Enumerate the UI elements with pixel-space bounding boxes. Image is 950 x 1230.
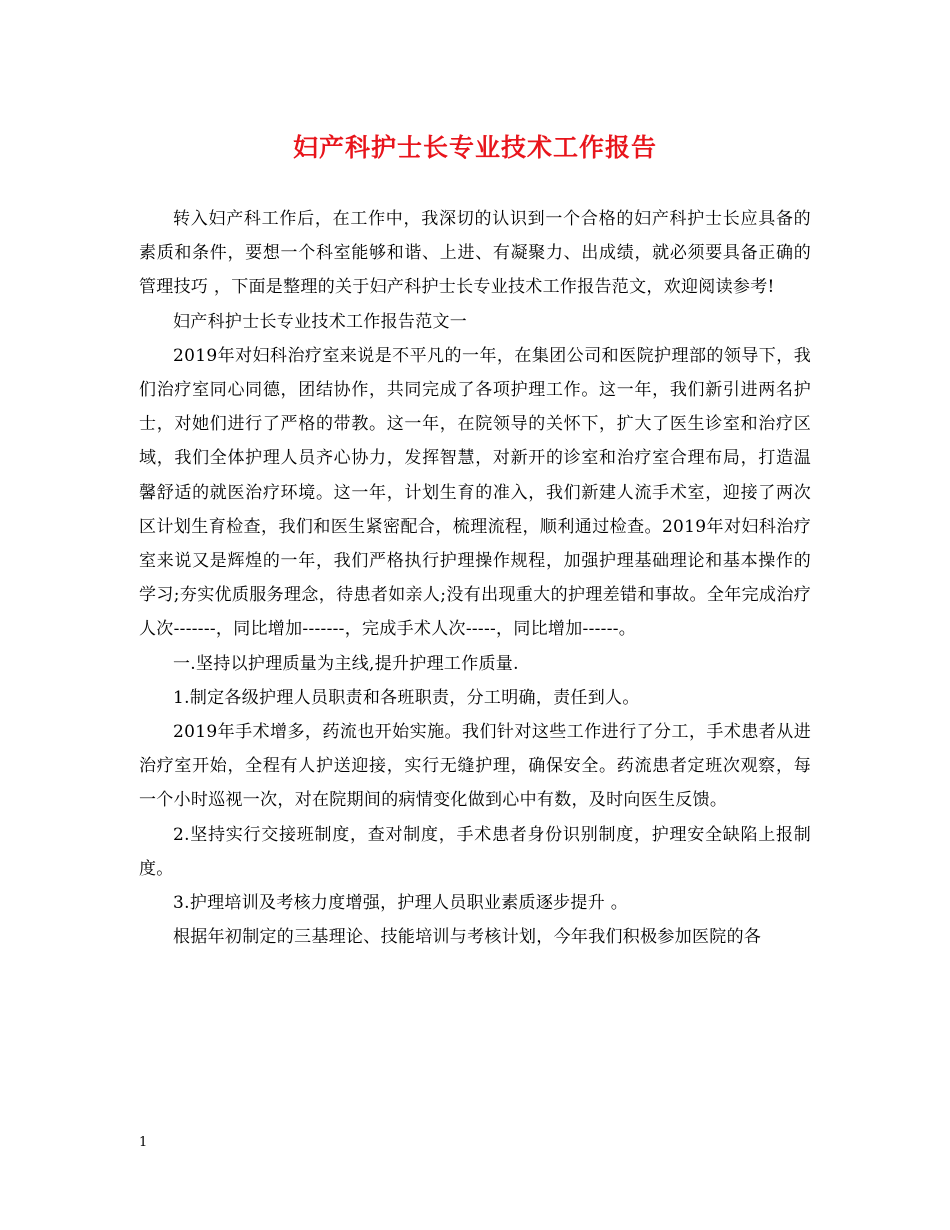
paragraph-intro: 转入妇产科工作后，在工作中，我深切的认识到一个合格的妇产科护士长应具备的素质和条件，要想一个科室能够和谐、上进、有凝聚力、出成绩，就必须要具备正确的管理技巧 ，下面是整理的关于妇产科护士长专业技术工作报告范文，欢迎阅读参考! (139, 209, 811, 298)
document-title: 妇产科护士长专业技术工作报告 (292, 133, 657, 162)
paragraph-item-2: 2.坚持实行交接班制度，查对制度，手术患者身份识别制度，护理安全缺陷上报制度。 (139, 824, 811, 879)
paragraph-item-3-detail: 根据年初制定的三基理论、技能培训与考核计划，今年我们积极参加医院的各 (173, 927, 762, 948)
page-number: 1 (139, 1135, 148, 1150)
paragraph-summary: 2019年对妇科治疗室来说是不平凡的一年，在集团公司和医院护理部的领导下，我们治疗室同心同德，团结协作，共同完成了各项护理工作。这一年，我们新引进两名护士，对她们进行了严格的带教。这一年，在院领导的关怀下，扩大了医生诊室和治疗区域，我们全体护理人员齐心协力，发挥智慧，对新开的诊室和治疗室合理布局，打造温馨舒适的就医治疗环境。这一年，计划生育的准入，我们新建人流手术室，迎接了两次区计划生育检查，我们和医生紧密配合，梳理流程，顺利通过检查。2019年对妇科治疗室来说又是辉煌的一年，我们严格执行护理操作规程，加强护理基础理论和基本操作的学习;夯实优质服务理念，待患者如亲人;没有出现重大的护理差错和事故。全年完成治疗人次-------，同比增加-------，完成手术人次-----，同比增加------。 (139, 345, 811, 640)
paragraph-section-heading: 一.坚持以护理质量为主线,提升护理工作质量. (173, 653, 519, 674)
paragraph-item-3: 3.护理培训及考核力度增强，护理人员职业素质逐步提升 。 (173, 893, 629, 914)
paragraph-subtitle: 妇产科护士长专业技术工作报告范文一 (173, 311, 468, 332)
document-body (139, 202, 811, 954)
paragraph-item-1: 1.制定各级护理人员职责和各班职责，分工明确，责任到人。 (173, 687, 640, 708)
paragraph-item-1-detail: 2019年手术增多，药流也开始实施。我们针对这些工作进行了分工，手术患者从进治疗室开始，全程有人护送迎接，实行无缝护理，确保安全。药流患者定班次观察，每一个小时巡视一次，对在院期间的病情变化做到心中有数，及时向医生反馈。 (139, 722, 811, 811)
